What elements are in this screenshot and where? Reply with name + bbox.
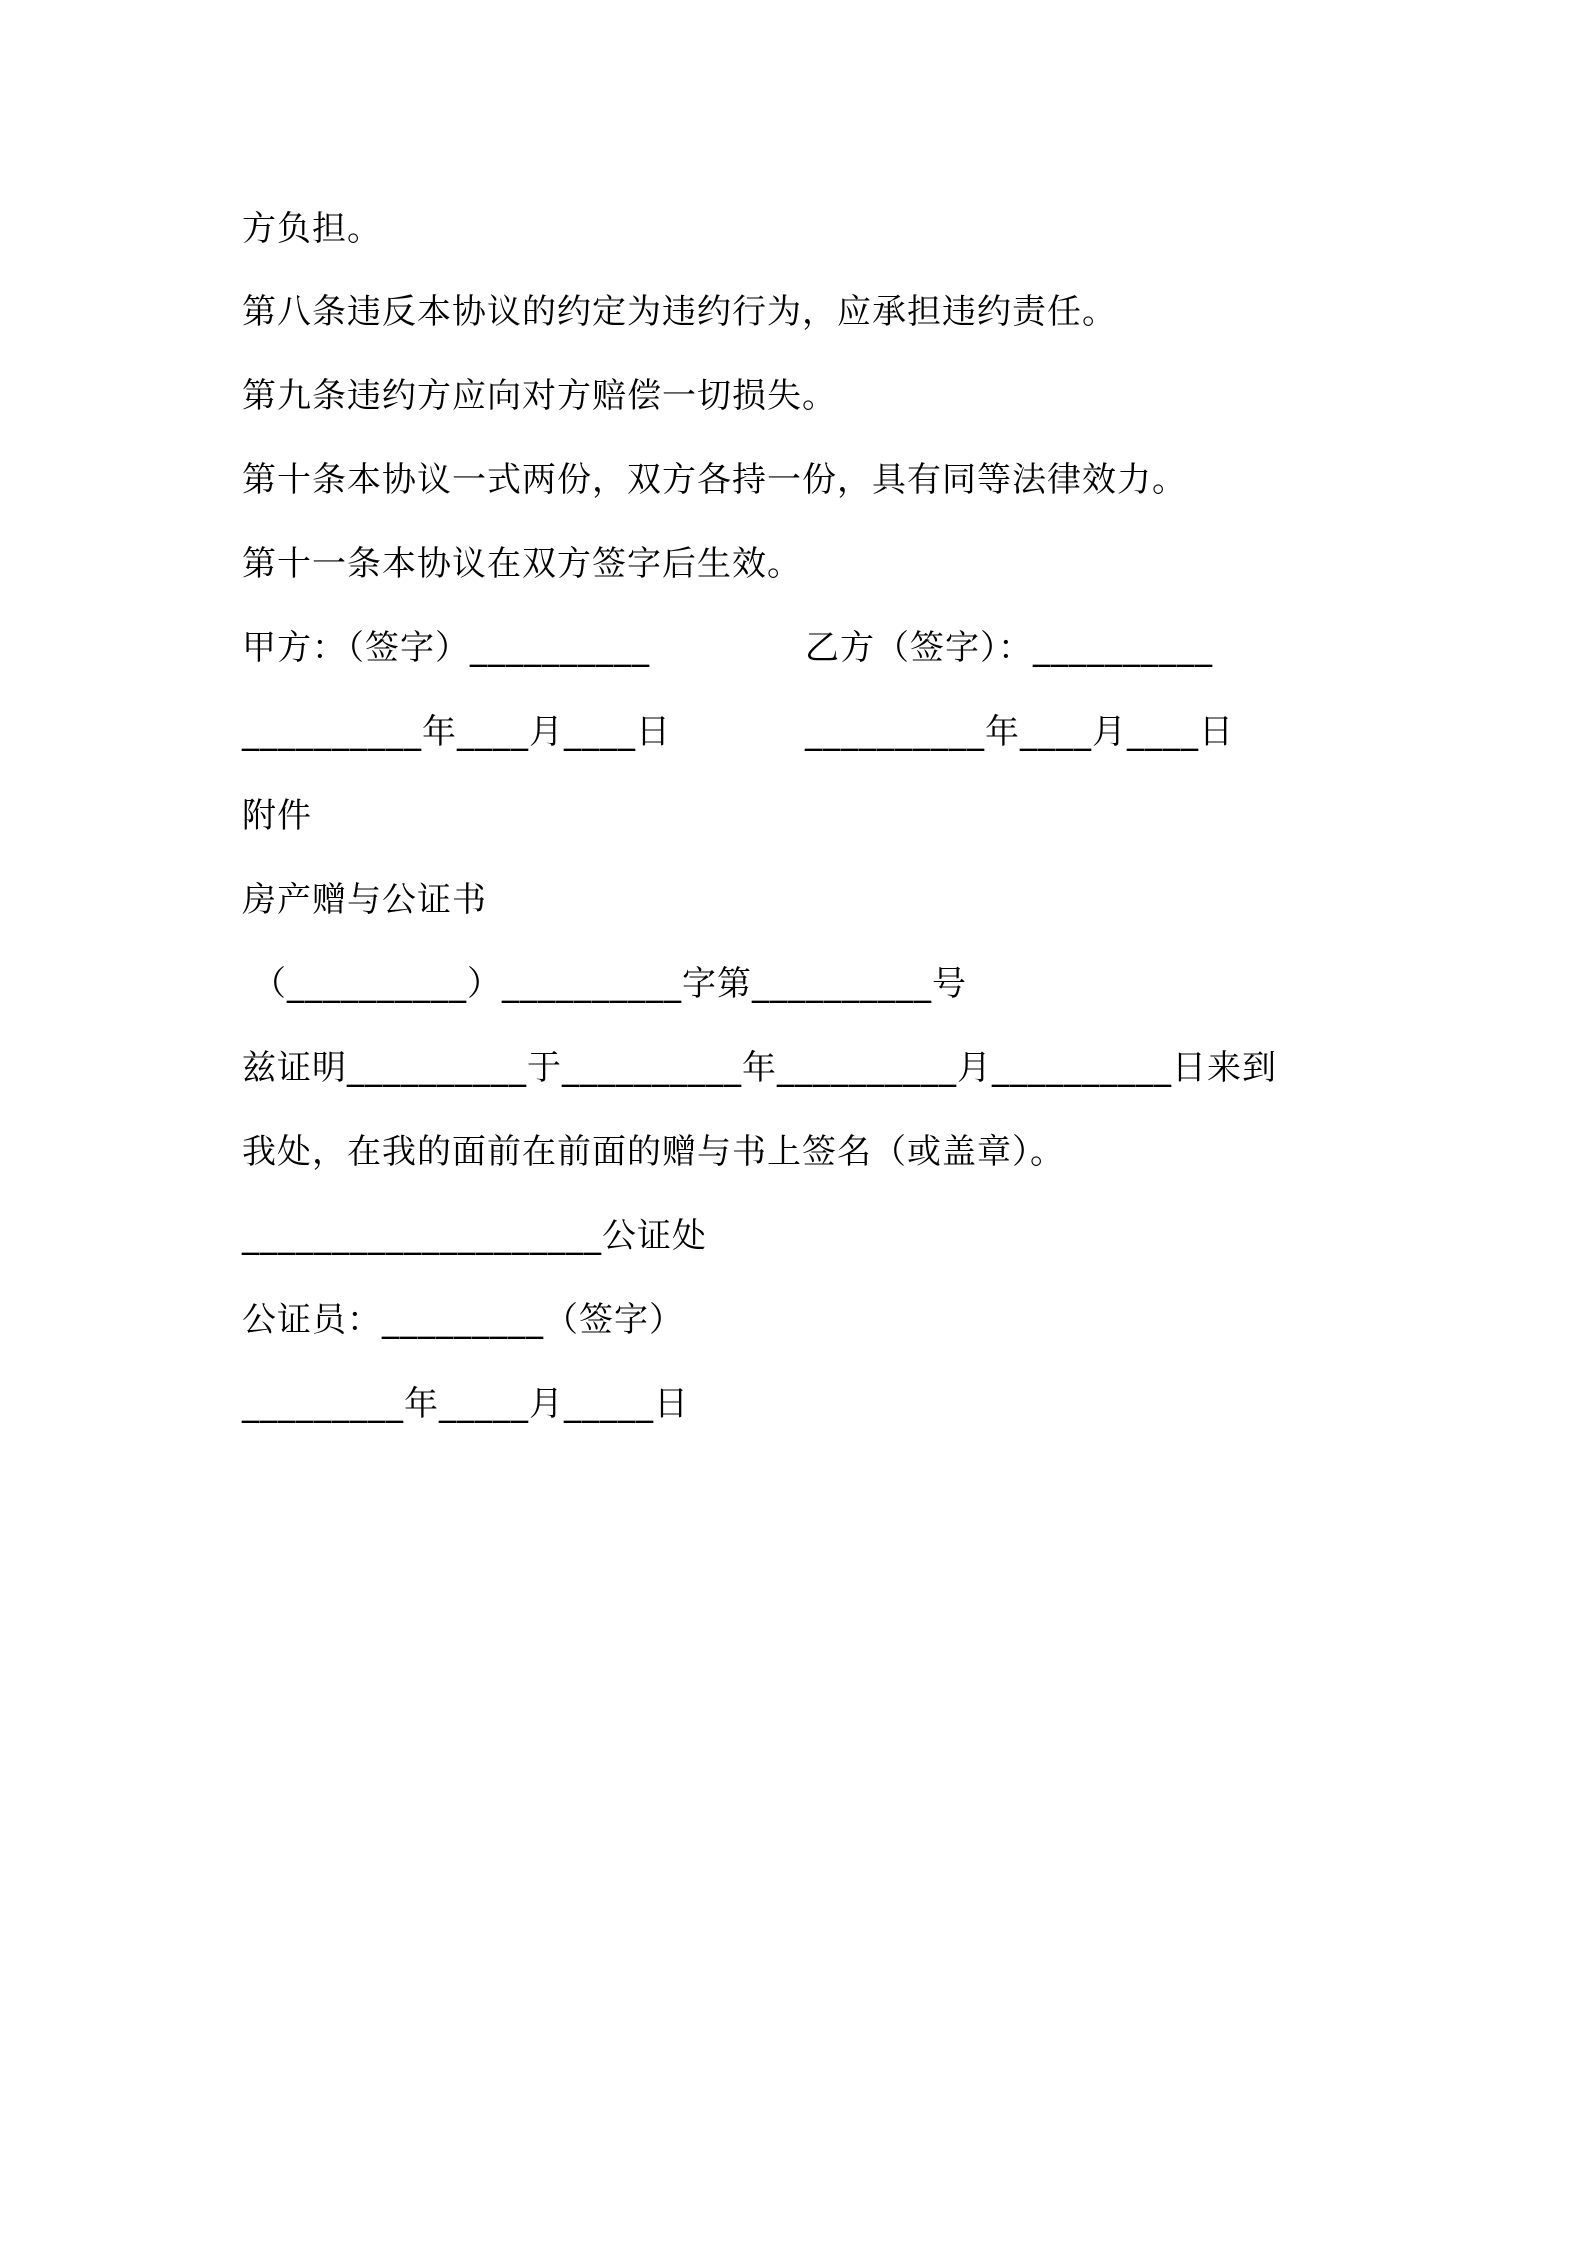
article-10: 第十条本协议一式两份，双方各持一份，具有同等法律效力。 — [242, 460, 1187, 500]
proof-line-1: 兹证明__________于__________年__________月__________日来到 — [242, 1048, 1277, 1088]
party-a-date: __________年____月____日 — [242, 712, 671, 752]
party-b-signature: 乙方（签字）：__________ — [805, 628, 1213, 668]
notary-signature: 公证员：_________（签字） — [242, 1300, 684, 1340]
article-8: 第八条违反本协议的约定为违约行为，应承担违约责任。 — [242, 292, 1117, 332]
notary-date: _________年_____月_____日 — [242, 1384, 689, 1424]
article-9: 第九条违约方应向对方赔偿一切损失。 — [242, 376, 837, 416]
notary-office: ____________________公证处 — [242, 1216, 707, 1256]
proof-line-2: 我处，在我的面前在前面的赠与书上签名（或盖章）。 — [242, 1132, 1065, 1172]
paragraph-continuation: 方负担。 — [242, 209, 382, 249]
party-a-signature: 甲方：（签字）__________ — [242, 628, 650, 668]
party-b-date: __________年____月____日 — [805, 712, 1234, 752]
certificate-number: （__________）__________字第__________号 — [252, 964, 967, 1004]
attachment-title: 房产赠与公证书 — [242, 880, 487, 920]
article-11: 第十一条本协议在双方签字后生效。 — [242, 544, 802, 584]
attachment-heading: 附件 — [242, 796, 312, 836]
